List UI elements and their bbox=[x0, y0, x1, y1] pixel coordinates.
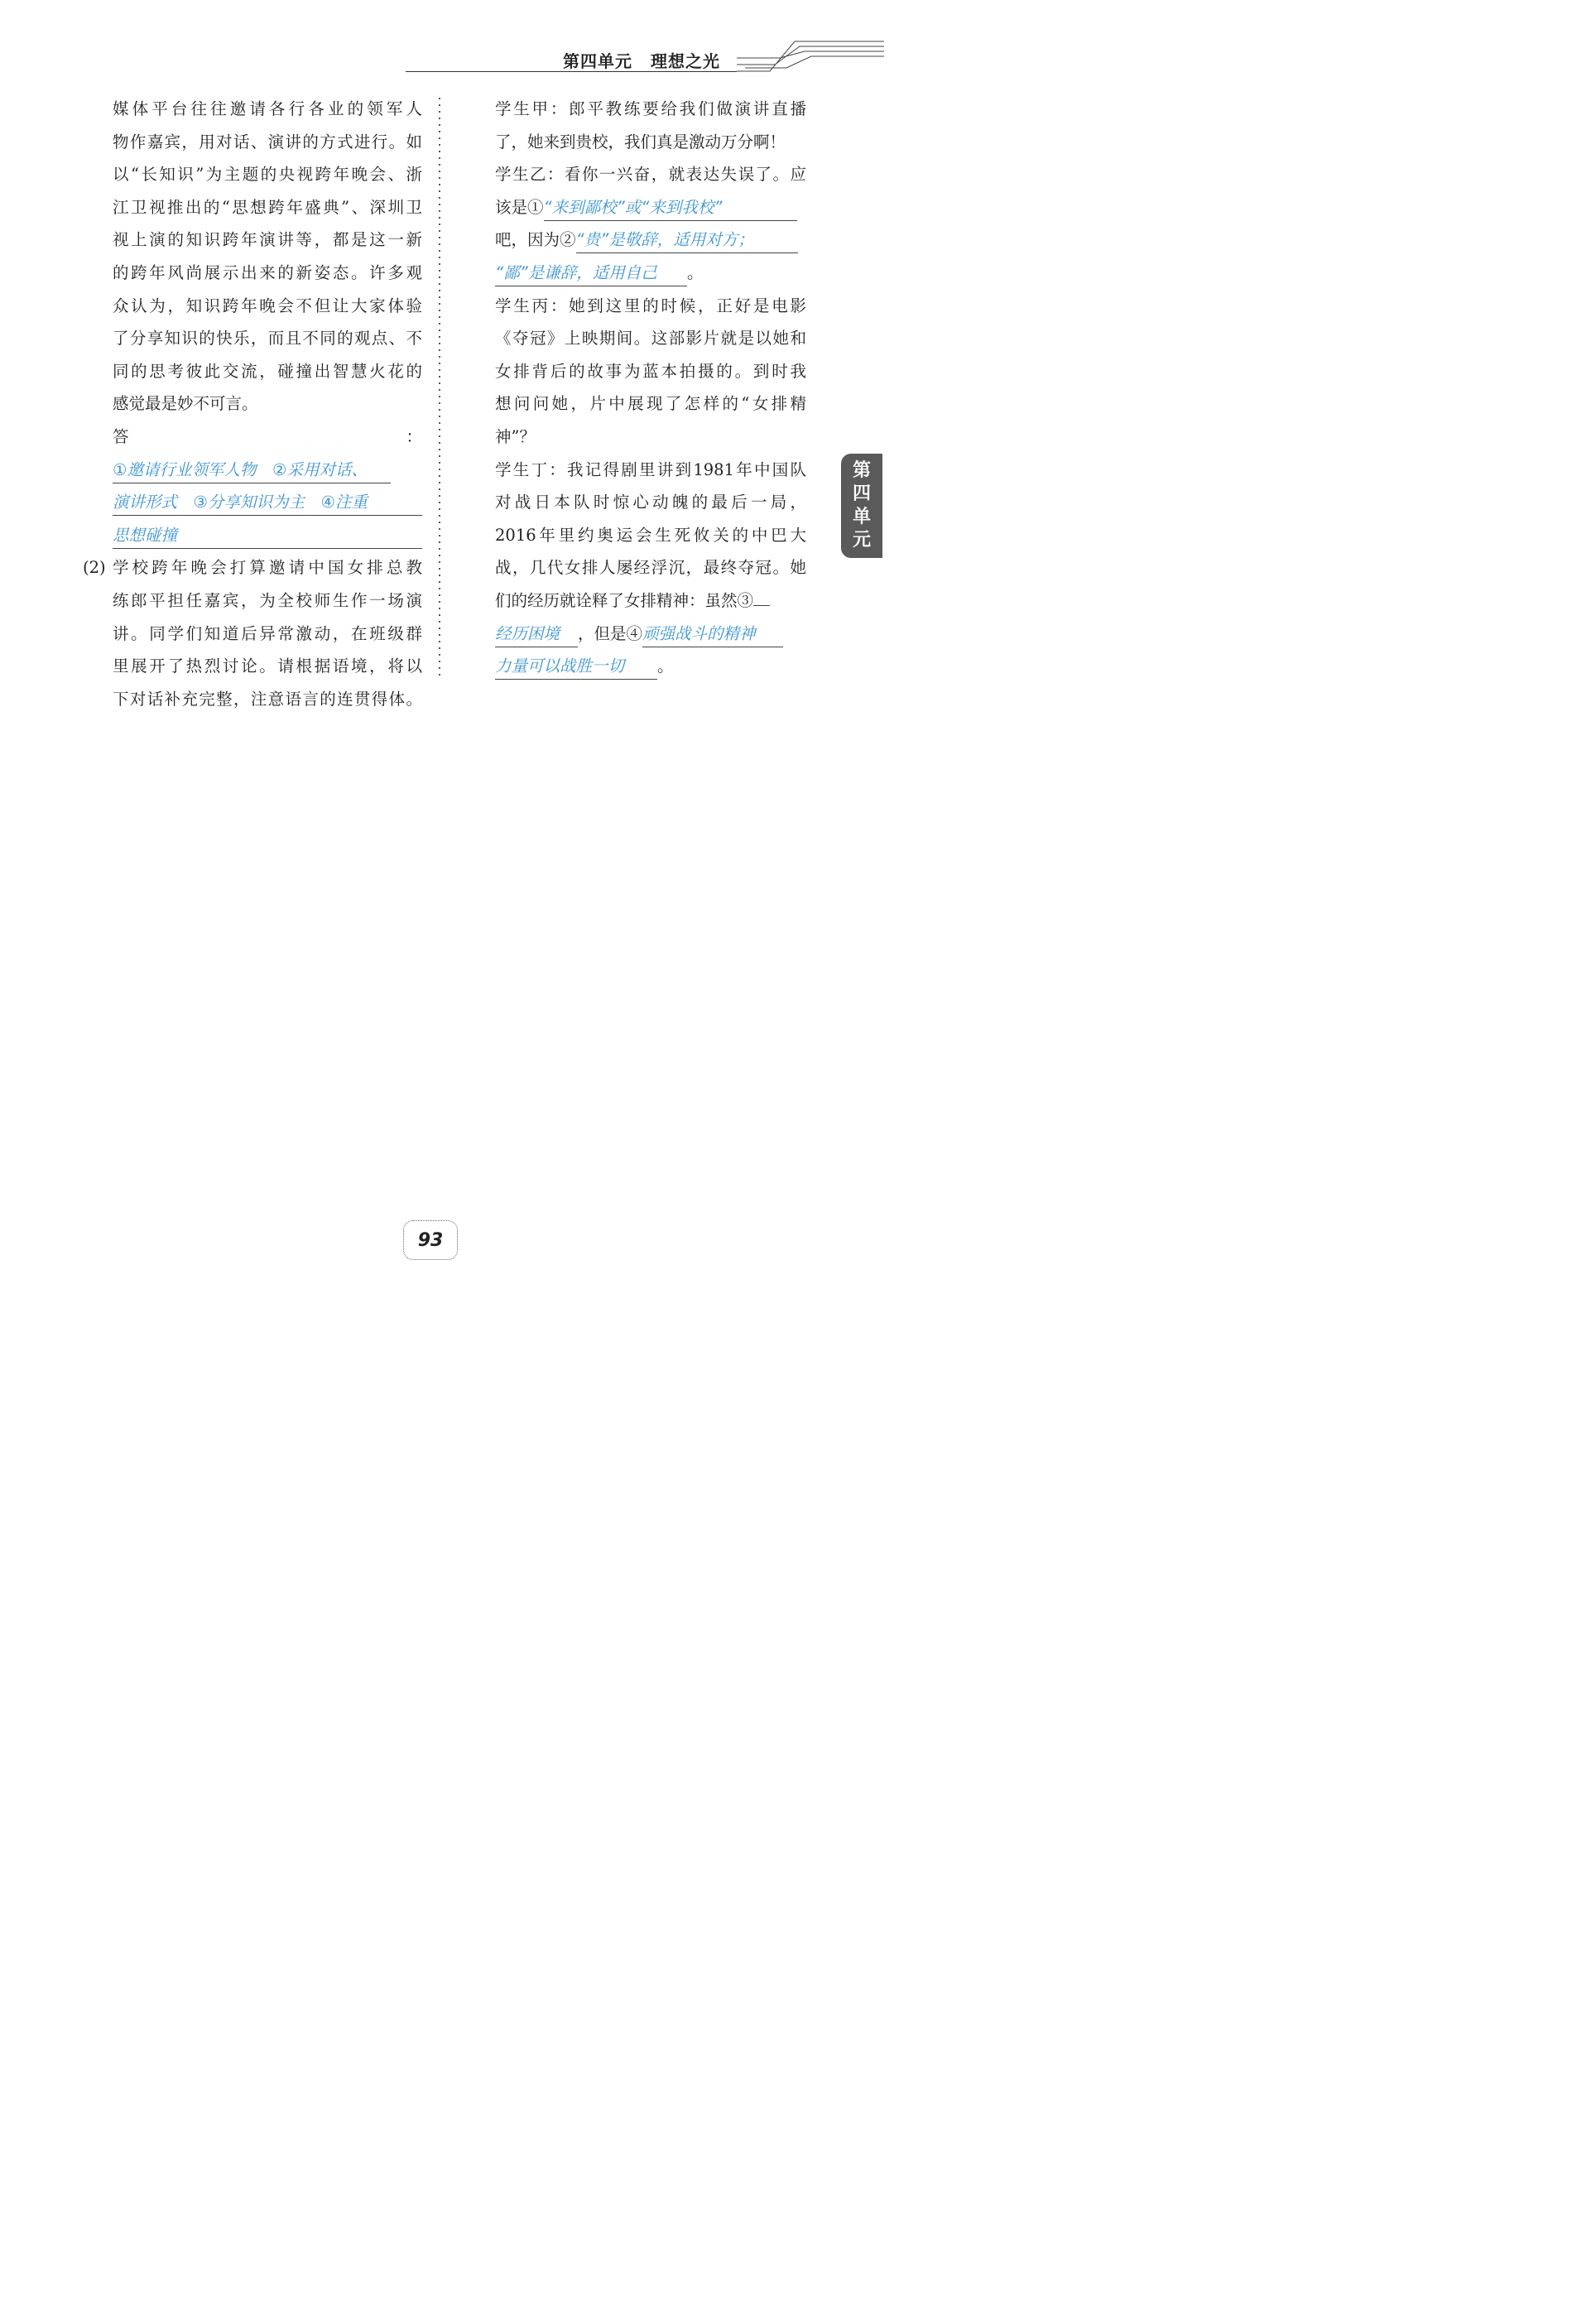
answer-blank-4: 顽强战斗的精神 bbox=[642, 622, 783, 647]
passage-line: 同的思考彼此交流，碰撞出智慧火花的 bbox=[113, 361, 422, 381]
passage-line: 众认为，知识跨年晚会不但让大家体验 bbox=[113, 296, 422, 315]
blank-stub bbox=[753, 605, 770, 606]
question-line: 讲。同学们知道后异常激动，在班级群 bbox=[113, 623, 422, 643]
question-2 bbox=[83, 551, 422, 715]
dialogue-line bbox=[495, 650, 806, 683]
passage-line: 了分享知识的快乐，而且不同的观点、不 bbox=[113, 329, 422, 349]
answer-blank: 思想碰撞 bbox=[113, 523, 422, 549]
right-column bbox=[495, 93, 806, 683]
answer-label: 答： bbox=[113, 426, 422, 446]
dialogue-line: 对战日本队时惊心动魄的最后一局， bbox=[495, 493, 806, 512]
passage-line: 江卫视推出的“思想跨年盛典”、深圳卫 bbox=[113, 197, 422, 217]
answer-blank-2-cont: “鄙”是谦辞，适用自己 bbox=[495, 261, 687, 286]
answer-line bbox=[113, 519, 422, 552]
dialogue-line bbox=[495, 257, 806, 290]
unit-side-tab bbox=[841, 454, 882, 558]
dialogue-line: 女排背后的故事为蓝本拍摄的。到时我 bbox=[495, 361, 806, 381]
answer-blank-3: 经历困境 bbox=[495, 622, 578, 647]
dialogue-line bbox=[495, 191, 806, 224]
passage-line: 媒体平台往往邀请各行各业的领军人 bbox=[113, 99, 422, 118]
dialogue-line: 学生乙：看你一兴奋，就表达失误了。应 bbox=[495, 165, 806, 185]
unit-theme: 理想之光 bbox=[651, 51, 720, 71]
answer-blank: 演讲形式 ③分享知识为主 ④注重 bbox=[113, 490, 422, 516]
dialogue-line: 了，她来到贵校，我们真是激动万分啊！ bbox=[495, 132, 786, 151]
page-number-text: 93 bbox=[417, 1229, 444, 1251]
unit-header bbox=[563, 48, 720, 72]
left-column bbox=[83, 93, 422, 715]
passage-line: 物作嘉宾，用对话、演讲的方式进行。如 bbox=[113, 132, 422, 151]
passage-line: 以“长知识”为主题的央视跨年晚会、浙 bbox=[113, 165, 422, 185]
header-decoration bbox=[737, 33, 886, 75]
question-number: (2) bbox=[83, 558, 106, 578]
answer-blank: ①邀请行业领军人物 ②采用对话、 bbox=[113, 458, 391, 483]
dialogue-text: ，但是④ bbox=[578, 623, 643, 643]
dialogue-line: 学生丙：她到这里的时候，正好是电影 bbox=[495, 296, 806, 315]
dialogue-text: 们的经历就诠释了女排精神：虽然③ bbox=[495, 590, 754, 610]
passage-line: 感觉最是妙不可言。 bbox=[113, 394, 258, 414]
dialogue-line: 学生丁：我记得剧里讲到1981年中国队 bbox=[495, 459, 806, 479]
question-line: 学校跨年晚会打算邀请中国女排总教 bbox=[113, 558, 422, 578]
dialogue-line bbox=[495, 224, 806, 257]
blank-prefix: 吧，因为② bbox=[495, 230, 576, 250]
side-tab-char: 第 bbox=[852, 460, 871, 481]
answer-blank-1: “来到鄙校”或“来到我校” bbox=[544, 195, 797, 221]
dialogue-line: 神”？ bbox=[495, 426, 536, 446]
passage-line: 视上演的知识跨年演讲等，都是这一新 bbox=[113, 230, 422, 250]
passage-line: 的跨年风尚展示出来的新姿态。许多观 bbox=[113, 262, 422, 282]
answer-blank-4-cont: 力量可以战胜一切 bbox=[495, 654, 657, 680]
dialogue-line: 2016年里约奥运会生死攸关的中巴大 bbox=[495, 525, 806, 545]
dialogue-line: 学生甲：郎平教练要给我们做演讲直播 bbox=[495, 99, 806, 118]
question-line: 练郎平担任嘉宾，为全校师生作一场演 bbox=[113, 590, 422, 610]
blank-prefix: 该是① bbox=[495, 197, 544, 217]
dialogue-line bbox=[495, 584, 806, 618]
side-tab-char: 元 bbox=[852, 530, 871, 551]
dialogue-line bbox=[495, 618, 806, 651]
punctuation: 。 bbox=[657, 656, 674, 676]
side-tab-char: 四 bbox=[852, 483, 871, 504]
unit-title: 第四单元 bbox=[563, 51, 632, 71]
page-number bbox=[403, 1220, 458, 1260]
punctuation: 。 bbox=[687, 262, 704, 282]
question-line: 里展开了热烈讨论。请根据语境，将以 bbox=[113, 656, 422, 676]
dialogue-line: 战，几代女排人屡经浮沉，最终夺冠。她 bbox=[495, 558, 806, 578]
answer-line bbox=[113, 421, 422, 486]
dialogue-line: 《夺冠》上映期间。这部影片就是以她和 bbox=[495, 329, 806, 349]
side-tab-char: 单 bbox=[852, 507, 871, 527]
header-rule bbox=[406, 71, 737, 72]
dialogue-line: 想问问她，片中展现了怎样的“女排精 bbox=[495, 394, 806, 414]
column-divider bbox=[436, 98, 443, 677]
question-line: 下对话补充完整，注意语言的连贯得体。 bbox=[113, 689, 422, 709]
answer-line bbox=[113, 486, 422, 519]
answer-blank-2: “贵”是敬辞，适用对方； bbox=[576, 228, 798, 253]
